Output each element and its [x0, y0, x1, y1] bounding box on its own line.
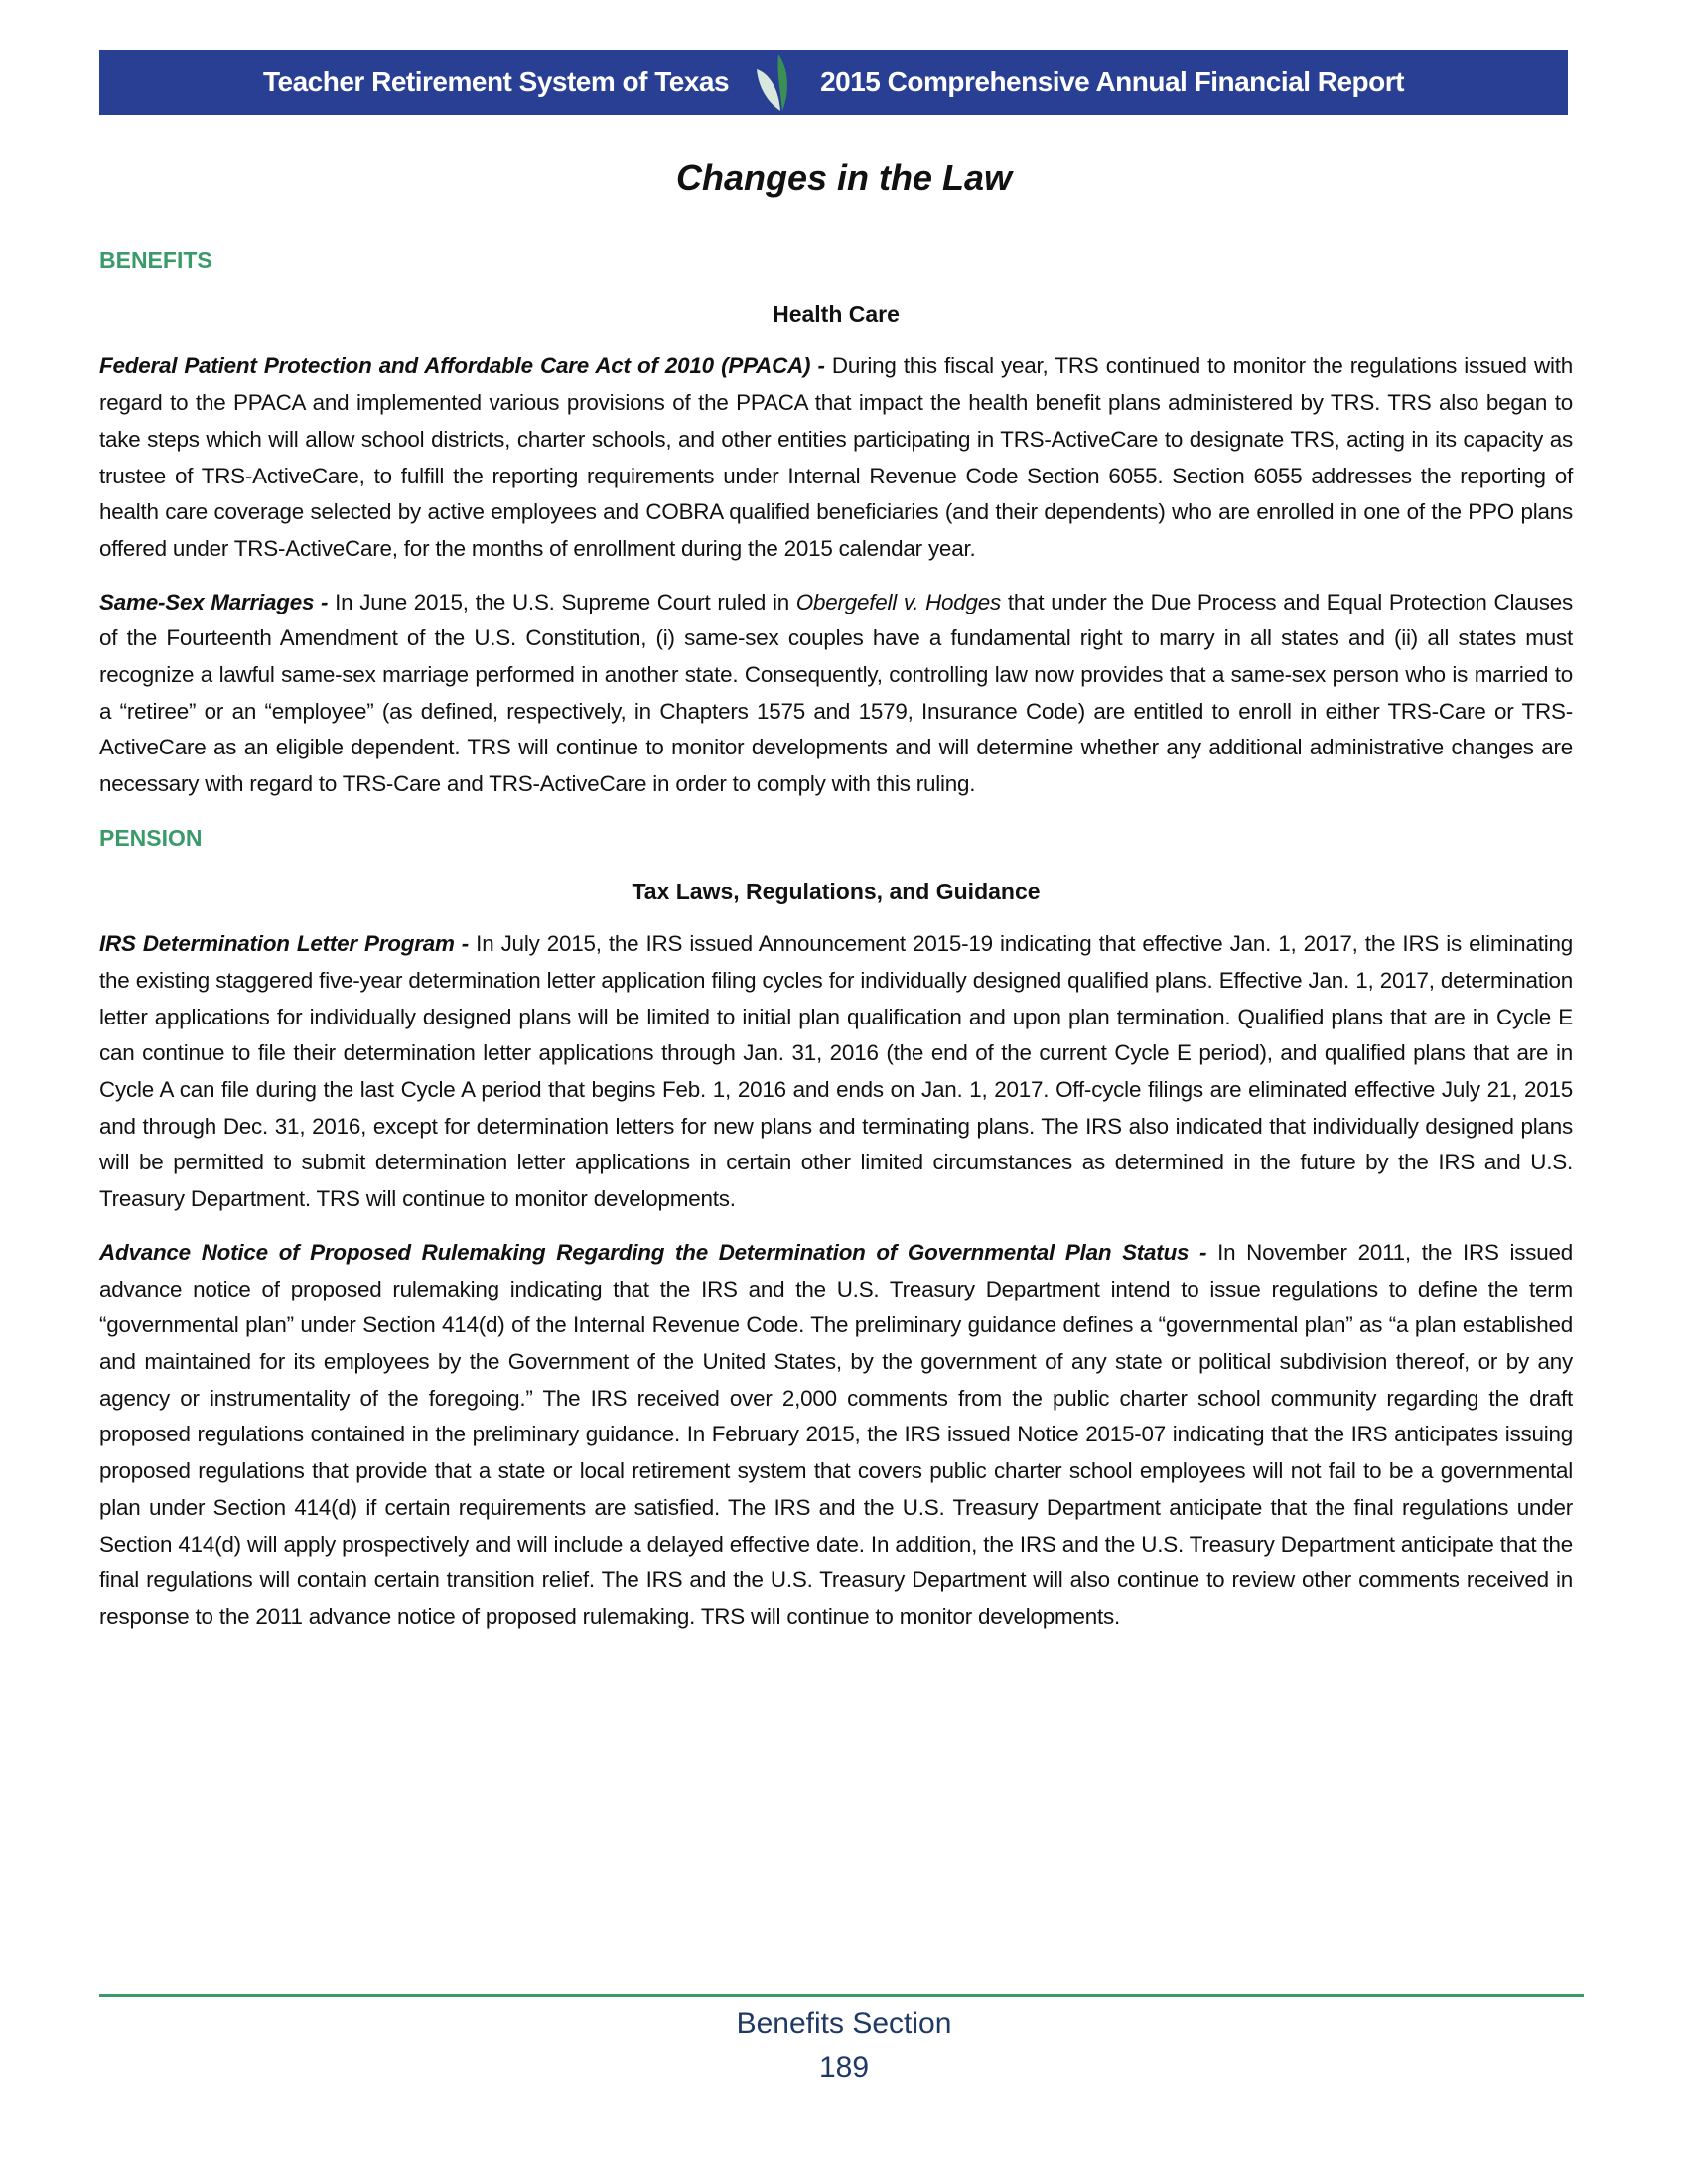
header-report-title: 2015 Comprehensive Annual Financial Report: [820, 67, 1404, 97]
document-body: [99, 242, 1573, 1653]
page-title: Changes in the Law: [675, 157, 1013, 198]
paragraph-lead: IRS Determination Letter Program -: [99, 931, 470, 957]
section-heading-pension: PENSION: [99, 824, 203, 851]
footer-section-name: Benefits Section: [736, 2007, 952, 2040]
paragraph-same-sex-marriages: [99, 585, 1573, 803]
paragraph-lead: Same-Sex Marriages -: [99, 589, 329, 614]
footer-divider: [99, 1994, 1584, 1997]
paragraph-text: In July 2015, the IRS issued Announcement 2015-19 indicating that effective Jan. 1, 2017, the IRS is eliminating the existing staggered five-year determination letter application filing cycles for individually designed qualified plans. Effective Jan. 1, 2017, determination letter applications for individually designed plans will be limited to initial plan qualification and upon plan termination. Qualified plans that are in Cycle E can continue to file their determination letter applications through Jan. 31, 2016 (the end of the current Cycle E period), and qualified plans that are in Cycle A can file during the last Cycle A period that begins Feb. 1, 2016 and ends on Jan. 1, 2017. Off-cycle filings are eliminated effective July 21, 2015 and through Dec. 31, 2016, except for determination letters for new plans and terminating plans. The IRS also indicated that individually designed plans will be permitted to submit determination letter applications in certain other limited circumstances as determined in the future by the IRS and U.S. Treasury Department. TRS will continue to monitor developments.: [99, 931, 1573, 1212]
header-organization: Teacher Retirement System of Texas: [263, 67, 730, 97]
subheading-health-care: Health Care: [773, 300, 900, 327]
page-number: 189: [818, 2051, 870, 2084]
leaf-logo-icon: [755, 52, 794, 113]
paragraph-text: In November 2011, the IRS issued advance notice of proposed rulemaking indicating that the IRS and the U.S. Treasury Department intend to issue regulations to define the term “governmental plan” under Section 414(d) of the Internal Revenue Code. The preliminary guidance defines a “governmental plan” as “a plan established and maintained for its employees by the Government of the United States, by the government of any state or political subdivision thereof, or by any agency or instrumentality of the foregoing.” The IRS received over 2,000 comments from the public charter school community regarding the draft proposed regulations contained in the preliminary guidance. In February 2015, the IRS issued Notice 2015-07 indicating that the IRS anticipates issuing proposed regulations that provide that a state or local retirement system that covers public charter school employees will not fail to be a governmental plan under Section 414(d) if certain requirements are satisfied. The IRS and the U.S. Treasury Department anticipate that the final regulations under Section 414(d) will apply prospectively and will include a delayed effective date. In addition, the IRS and the U.S. Treasury Department anticipate that the final regulations will contain certain transition relief. The IRS and the U.S. Treasury Department will also continue to review other comments received in response to the 2011 advance notice of proposed rulemaking. TRS will continue to monitor developments.: [99, 1239, 1574, 1629]
paragraph-text: During this fiscal year, TRS continued to monitor the regulations issued with regard to the PPACA and implemented various provisions of the PPACA that impact the health benefit plans administered by TRS. TRS also began to take steps which will allow school districts, charter schools, and other entities participating in TRS-ActiveCare to designate TRS, acting in its capacity as trustee of TRS-ActiveCare, to fulfill the reporting requirements under Internal Revenue Code Section 6055. Section 6055 addresses the reporting of health care coverage selected by active employees and COBRA qualified beneficiaries (and their dependents) who are enrolled in one of the PPO plans offered under TRS-ActiveCare, for the months of enrollment during the 2015 calendar year.: [99, 353, 1573, 561]
section-heading-benefits: BENEFITS: [99, 247, 212, 273]
paragraph-ppaca: [99, 348, 1573, 567]
paragraph-lead: Federal Patient Protection and Affordable Care Act of 2010 (PPACA) -: [99, 353, 825, 379]
header-banner: [99, 50, 1568, 115]
case-name: Obergefell v. Hodges: [795, 589, 1002, 614]
paragraph-text: that under the Due Process and Equal Protection Clauses of the Fourteenth Amendment of the U.S. Constitution, (i) same-sex couples have a fundamental right to marry in all states and (ii) all states must recognize a lawful same-sex marriage performed in another state. Consequently, controlling law now provides that a same-sex person who is married to a “retiree” or an “employee” (as defined, respectively, in Chapters 1575 and 1579, Insurance Code) are entitled to enroll in either TRS-Care or TRS-ActiveCare as an eligible dependent. TRS will continue to monitor developments and will determine whether any additional administrative changes are necessary with regard to TRS-Care and TRS-ActiveCare in order to comply with this ruling.: [99, 589, 1573, 797]
paragraph-text: In June 2015, the U.S. Supreme Court ruled in: [328, 589, 796, 614]
paragraph-governmental-plan: [99, 1235, 1573, 1636]
subheading-tax-laws: Tax Laws, Regulations, and Guidance: [632, 878, 1041, 904]
paragraph-lead: Advance Notice of Proposed Rulemaking Regarding the Determination of Governmental Plan Status -: [99, 1239, 1207, 1265]
paragraph-irs-determination: [99, 926, 1573, 1218]
